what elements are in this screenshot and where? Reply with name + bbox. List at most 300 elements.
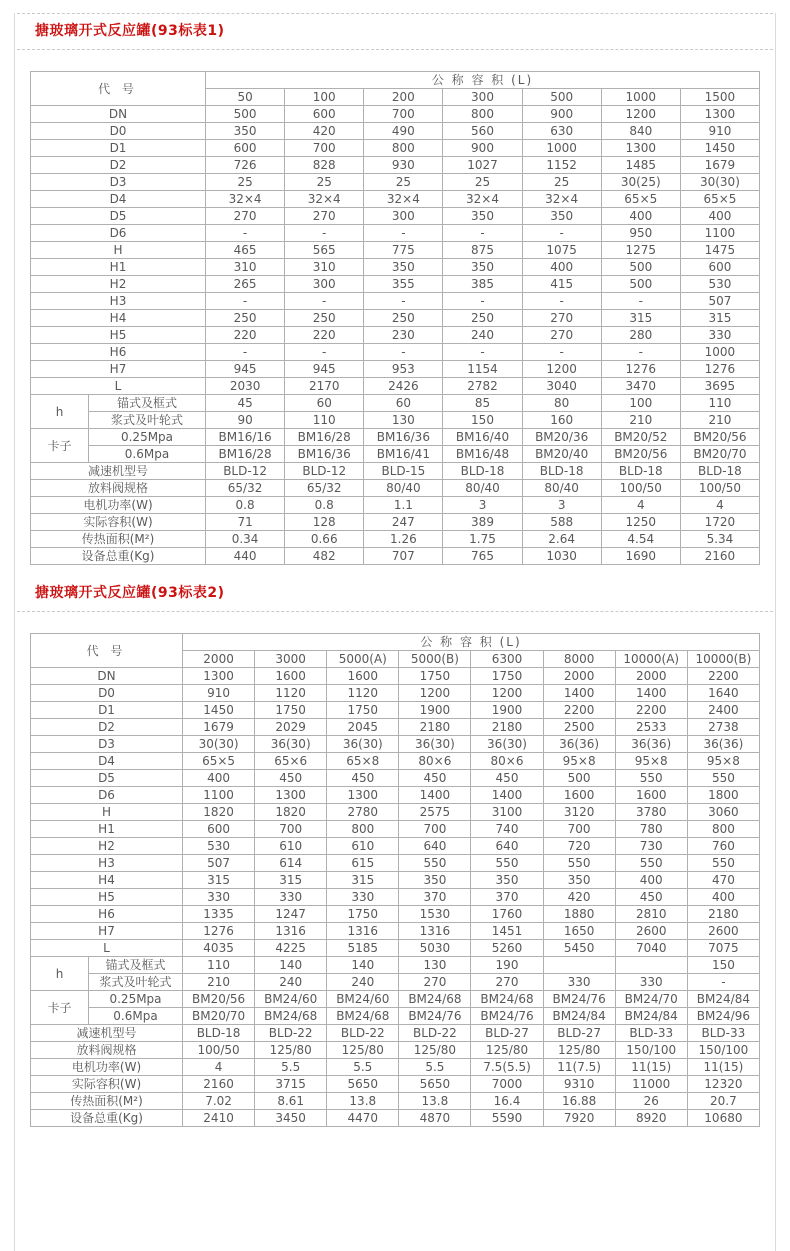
value-cell: 1690 <box>601 548 680 565</box>
value-cell: 150/100 <box>615 1042 687 1059</box>
table-row <box>31 140 760 157</box>
value-cell: 910 <box>183 685 255 702</box>
value-cell: 95×8 <box>543 753 615 770</box>
value-cell: 270 <box>206 208 285 225</box>
value-cell: 0.34 <box>206 531 285 548</box>
value-cell: 36(36) <box>687 736 759 753</box>
value-cell: 5260 <box>471 940 543 957</box>
value-cell: 300 <box>285 276 364 293</box>
value-cell: - <box>687 974 759 991</box>
row-label: D5 <box>31 770 183 787</box>
value-cell: 1154 <box>443 361 522 378</box>
value-cell <box>543 957 615 974</box>
row-label: 实际容积(W) <box>31 514 206 531</box>
value-cell: 4 <box>680 497 759 514</box>
value-cell: BM16/48 <box>443 446 522 463</box>
value-cell: 707 <box>364 548 443 565</box>
value-cell: 350 <box>543 872 615 889</box>
value-cell: 5185 <box>327 940 399 957</box>
value-cell: 3100 <box>471 804 543 821</box>
value-cell: 3060 <box>687 804 759 821</box>
value-cell: 10680 <box>687 1110 759 1127</box>
value-cell: 25 <box>285 174 364 191</box>
table-row <box>31 906 760 923</box>
value-cell: 65×5 <box>601 191 680 208</box>
value-cell: 565 <box>285 242 364 259</box>
value-cell: 1600 <box>615 787 687 804</box>
value-cell: 4 <box>601 497 680 514</box>
value-cell: 5590 <box>471 1110 543 1127</box>
table-row <box>31 702 760 719</box>
value-cell: 385 <box>443 276 522 293</box>
value-cell: 950 <box>601 225 680 242</box>
code-header-cell: 代 号 <box>31 634 183 668</box>
table-row <box>31 242 760 259</box>
table-row <box>31 157 760 174</box>
value-cell: - <box>522 344 601 361</box>
value-cell: 765 <box>443 548 522 565</box>
value-cell: 2200 <box>543 702 615 719</box>
value-cell: 550 <box>615 770 687 787</box>
value-cell: 5650 <box>327 1076 399 1093</box>
row-label: H4 <box>31 872 183 889</box>
row-label: H7 <box>31 923 183 940</box>
value-cell: 1075 <box>522 242 601 259</box>
row-label: H4 <box>31 310 206 327</box>
value-cell: 90 <box>206 412 285 429</box>
value-cell: 220 <box>285 327 364 344</box>
value-cell: 1400 <box>615 685 687 702</box>
table-row <box>31 123 760 140</box>
row-label: D0 <box>31 123 206 140</box>
value-cell: 450 <box>255 770 327 787</box>
value-cell: 11(15) <box>615 1059 687 1076</box>
value-cell: BM16/28 <box>206 446 285 463</box>
value-cell: 3 <box>522 497 601 514</box>
value-cell: 350 <box>443 208 522 225</box>
row-label: H <box>31 804 183 821</box>
value-cell: 450 <box>327 770 399 787</box>
value-cell: 1530 <box>399 906 471 923</box>
value-cell: 1300 <box>327 787 399 804</box>
value-cell: 125/80 <box>399 1042 471 1059</box>
value-cell: 800 <box>687 821 759 838</box>
value-cell: 65×6 <box>255 753 327 770</box>
value-cell: BM24/76 <box>543 991 615 1008</box>
value-cell: BM24/68 <box>255 1008 327 1025</box>
value-cell: 450 <box>399 770 471 787</box>
value-cell: 160 <box>522 412 601 429</box>
value-cell: 150/100 <box>687 1042 759 1059</box>
value-cell: 465 <box>206 242 285 259</box>
column-header: 1500 <box>680 89 759 106</box>
value-cell: 7.02 <box>183 1093 255 1110</box>
value-cell: 4470 <box>327 1110 399 1127</box>
value-cell: 500 <box>601 259 680 276</box>
row-label: 锚式及框式 <box>89 395 206 412</box>
row-label: 0.25Mpa <box>89 429 206 446</box>
value-cell: 828 <box>285 157 364 174</box>
value-cell: BM24/84 <box>615 1008 687 1025</box>
value-cell: 3 <box>443 497 522 514</box>
value-cell: 100/50 <box>680 480 759 497</box>
value-cell: 550 <box>687 855 759 872</box>
value-cell: 1450 <box>680 140 759 157</box>
value-cell: 1200 <box>601 106 680 123</box>
value-cell: 420 <box>285 123 364 140</box>
row-label: H7 <box>31 361 206 378</box>
value-cell: 600 <box>285 106 364 123</box>
column-header: 50 <box>206 89 285 106</box>
value-cell: 65×8 <box>327 753 399 770</box>
value-cell: 1750 <box>471 668 543 685</box>
value-cell: 16.88 <box>543 1093 615 1110</box>
table-row <box>31 753 760 770</box>
value-cell: 65×5 <box>680 191 759 208</box>
table-row <box>31 719 760 736</box>
row-label: H6 <box>31 906 183 923</box>
row-label: 0.6Mpa <box>89 446 206 463</box>
value-cell: - <box>522 293 601 310</box>
value-cell: - <box>443 293 522 310</box>
value-cell: BM24/60 <box>255 991 327 1008</box>
value-cell: BLD-22 <box>255 1025 327 1042</box>
value-cell: 900 <box>522 106 601 123</box>
column-header: 100 <box>285 89 364 106</box>
value-cell: 100 <box>601 395 680 412</box>
value-cell: 740 <box>471 821 543 838</box>
value-cell: 507 <box>680 293 759 310</box>
value-cell: 65/32 <box>206 480 285 497</box>
value-cell: BLD-12 <box>285 463 364 480</box>
value-cell: BM20/52 <box>601 429 680 446</box>
value-cell: 5650 <box>399 1076 471 1093</box>
value-cell: 760 <box>687 838 759 855</box>
table-row <box>31 412 760 429</box>
value-cell: BM16/28 <box>285 429 364 446</box>
row-label: 电机功率(W) <box>31 497 206 514</box>
value-cell: 315 <box>601 310 680 327</box>
table-row <box>31 514 760 531</box>
value-cell: 80×6 <box>471 753 543 770</box>
table-row <box>31 480 760 497</box>
value-cell: 2170 <box>285 378 364 395</box>
value-cell: 95×8 <box>615 753 687 770</box>
table-row <box>31 838 760 855</box>
value-cell: 1100 <box>183 787 255 804</box>
value-cell: 1027 <box>443 157 522 174</box>
value-cell: 150 <box>687 957 759 974</box>
value-cell: 350 <box>522 208 601 225</box>
value-cell: 32×4 <box>364 191 443 208</box>
value-cell: 2426 <box>364 378 443 395</box>
value-cell: 640 <box>471 838 543 855</box>
table-row <box>31 293 760 310</box>
value-cell: 1276 <box>601 361 680 378</box>
value-cell: 250 <box>443 310 522 327</box>
row-label: D1 <box>31 140 206 157</box>
value-cell: 16.4 <box>471 1093 543 1110</box>
row-label: 放料阀规格 <box>31 1042 183 1059</box>
group-label: h <box>31 395 89 429</box>
value-cell: 1250 <box>601 514 680 531</box>
row-label: D2 <box>31 157 206 174</box>
value-cell: 7040 <box>615 940 687 957</box>
value-cell: 250 <box>285 310 364 327</box>
value-cell: 3470 <box>601 378 680 395</box>
capacity-header-cell: 公 称 容 积 (L) <box>183 634 760 651</box>
value-cell: 2400 <box>687 702 759 719</box>
value-cell: 25 <box>206 174 285 191</box>
value-cell: 110 <box>183 957 255 974</box>
value-cell: 315 <box>183 872 255 889</box>
value-cell: 125/80 <box>471 1042 543 1059</box>
table-row <box>31 1059 760 1076</box>
value-cell: 315 <box>327 872 399 889</box>
value-cell: 610 <box>255 838 327 855</box>
value-cell: 270 <box>285 208 364 225</box>
value-cell: 270 <box>399 974 471 991</box>
value-cell: 270 <box>522 310 601 327</box>
value-cell: 1316 <box>399 923 471 940</box>
value-cell: 2180 <box>471 719 543 736</box>
value-cell: BM24/84 <box>687 991 759 1008</box>
value-cell: 32×4 <box>206 191 285 208</box>
group-label: 卡子 <box>31 429 89 463</box>
value-cell: 490 <box>364 123 443 140</box>
value-cell: 315 <box>255 872 327 889</box>
value-cell: 1275 <box>601 242 680 259</box>
value-cell: BM20/56 <box>601 446 680 463</box>
value-cell: 355 <box>364 276 443 293</box>
value-cell: 400 <box>522 259 601 276</box>
value-cell: 1100 <box>680 225 759 242</box>
value-cell: 128 <box>285 514 364 531</box>
table-row <box>31 531 760 548</box>
value-cell: 36(30) <box>255 736 327 753</box>
value-cell: 7075 <box>687 940 759 957</box>
table-row <box>31 497 760 514</box>
value-cell: 945 <box>206 361 285 378</box>
table-row <box>31 1076 760 1093</box>
row-label: H1 <box>31 259 206 276</box>
value-cell: 450 <box>615 889 687 906</box>
value-cell: 5.5 <box>327 1059 399 1076</box>
value-cell: 220 <box>206 327 285 344</box>
value-cell: 350 <box>399 872 471 889</box>
value-cell: 250 <box>206 310 285 327</box>
row-label: H2 <box>31 276 206 293</box>
value-cell: 900 <box>443 140 522 157</box>
value-cell: 32×4 <box>285 191 364 208</box>
value-cell: 910 <box>680 123 759 140</box>
table-row <box>31 327 760 344</box>
table-row <box>31 463 760 480</box>
value-cell: 1300 <box>183 668 255 685</box>
value-cell: 4035 <box>183 940 255 957</box>
row-label: DN <box>31 106 206 123</box>
value-cell: 36(36) <box>543 736 615 753</box>
row-label: D6 <box>31 225 206 242</box>
column-header: 200 <box>364 89 443 106</box>
value-cell: 500 <box>601 276 680 293</box>
value-cell: 2029 <box>255 719 327 736</box>
row-label: 0.6Mpa <box>89 1008 183 1025</box>
value-cell: 230 <box>364 327 443 344</box>
value-cell: 80/40 <box>364 480 443 497</box>
value-cell: 265 <box>206 276 285 293</box>
value-cell: - <box>443 225 522 242</box>
value-cell: 30(30) <box>680 174 759 191</box>
value-cell: 1400 <box>399 787 471 804</box>
value-cell: 1600 <box>543 787 615 804</box>
value-cell: 370 <box>399 889 471 906</box>
table-row <box>31 821 760 838</box>
value-cell: BM16/40 <box>443 429 522 446</box>
value-cell: 400 <box>615 872 687 889</box>
value-cell: 400 <box>601 208 680 225</box>
value-cell: - <box>206 293 285 310</box>
value-cell: 1120 <box>255 685 327 702</box>
table-row <box>31 736 760 753</box>
value-cell: 330 <box>615 974 687 991</box>
row-label: 减速机型号 <box>31 463 206 480</box>
value-cell: 560 <box>443 123 522 140</box>
value-cell: 125/80 <box>543 1042 615 1059</box>
value-cell: 1316 <box>327 923 399 940</box>
value-cell <box>615 957 687 974</box>
row-label: L <box>31 378 206 395</box>
value-cell: 1.1 <box>364 497 443 514</box>
row-label: 锚式及框式 <box>89 957 183 974</box>
value-cell: 600 <box>680 259 759 276</box>
value-cell: 3120 <box>543 804 615 821</box>
row-label: D4 <box>31 753 183 770</box>
value-cell: 3040 <box>522 378 601 395</box>
page-container <box>14 13 776 1251</box>
value-cell: 65/32 <box>285 480 364 497</box>
value-cell: 400 <box>183 770 255 787</box>
table-row <box>31 991 760 1008</box>
value-cell: 1300 <box>680 106 759 123</box>
value-cell: 1451 <box>471 923 543 940</box>
value-cell: BLD-27 <box>543 1025 615 1042</box>
value-cell: 2.64 <box>522 531 601 548</box>
value-cell: 2180 <box>399 719 471 736</box>
value-cell: - <box>522 225 601 242</box>
row-label: D1 <box>31 702 183 719</box>
value-cell: 720 <box>543 838 615 855</box>
table-row <box>31 446 760 463</box>
value-cell: 315 <box>680 310 759 327</box>
value-cell: BM24/96 <box>687 1008 759 1025</box>
value-cell: - <box>206 344 285 361</box>
row-label: D5 <box>31 208 206 225</box>
value-cell: 1679 <box>680 157 759 174</box>
value-cell: 1679 <box>183 719 255 736</box>
value-cell: 100/50 <box>601 480 680 497</box>
column-header: 5000(A) <box>327 651 399 668</box>
value-cell: 3715 <box>255 1076 327 1093</box>
value-cell: 60 <box>364 395 443 412</box>
value-cell: 85 <box>443 395 522 412</box>
value-cell: BM24/84 <box>543 1008 615 1025</box>
value-cell: 30(25) <box>601 174 680 191</box>
value-cell: BLD-33 <box>687 1025 759 1042</box>
value-cell: 80/40 <box>443 480 522 497</box>
value-cell: 25 <box>443 174 522 191</box>
table1-title: 搪玻璃开式反应罐(93标表1) <box>35 23 225 39</box>
column-header: 3000 <box>255 651 327 668</box>
value-cell: 1300 <box>601 140 680 157</box>
table-row <box>31 208 760 225</box>
group-label: 卡子 <box>31 991 89 1025</box>
table-row <box>31 1008 760 1025</box>
value-cell: 550 <box>543 855 615 872</box>
table-row <box>31 225 760 242</box>
value-cell: 2500 <box>543 719 615 736</box>
value-cell: 1900 <box>399 702 471 719</box>
value-cell: 280 <box>601 327 680 344</box>
value-cell: - <box>601 293 680 310</box>
value-cell: 330 <box>183 889 255 906</box>
value-cell: 247 <box>364 514 443 531</box>
table-row <box>31 957 760 974</box>
value-cell: 1750 <box>327 906 399 923</box>
value-cell: BM20/56 <box>183 991 255 1008</box>
value-cell: 420 <box>543 889 615 906</box>
value-cell: 1200 <box>471 685 543 702</box>
value-cell: 1316 <box>255 923 327 940</box>
value-cell: 530 <box>183 838 255 855</box>
value-cell: 210 <box>183 974 255 991</box>
value-cell: BLD-15 <box>364 463 443 480</box>
value-cell: 36(36) <box>615 736 687 753</box>
value-cell: 507 <box>183 855 255 872</box>
table-row <box>31 276 760 293</box>
value-cell: 8920 <box>615 1110 687 1127</box>
value-cell: 600 <box>183 821 255 838</box>
table-row <box>31 429 760 446</box>
value-cell: 5.5 <box>399 1059 471 1076</box>
table-row <box>31 191 760 208</box>
value-cell: 2575 <box>399 804 471 821</box>
value-cell: 875 <box>443 242 522 259</box>
value-cell: 1335 <box>183 906 255 923</box>
code-header-cell: 代 号 <box>31 72 206 106</box>
value-cell: BM24/68 <box>399 991 471 1008</box>
value-cell: 550 <box>615 855 687 872</box>
value-cell: 210 <box>601 412 680 429</box>
row-label: 浆式及叶轮式 <box>89 974 183 991</box>
value-cell: 1400 <box>543 685 615 702</box>
value-cell: 2200 <box>615 702 687 719</box>
value-cell: 330 <box>255 889 327 906</box>
value-cell: 1200 <box>522 361 601 378</box>
value-cell: 415 <box>522 276 601 293</box>
value-cell: 36(30) <box>471 736 543 753</box>
value-cell: 389 <box>443 514 522 531</box>
value-cell: 4225 <box>255 940 327 957</box>
value-cell: 250 <box>364 310 443 327</box>
value-cell: 2160 <box>183 1076 255 1093</box>
value-cell: BM20/70 <box>680 446 759 463</box>
value-cell: 610 <box>327 838 399 855</box>
column-header: 1000 <box>601 89 680 106</box>
value-cell: 1820 <box>183 804 255 821</box>
value-cell: 0.8 <box>206 497 285 514</box>
value-cell: BM24/70 <box>615 991 687 1008</box>
